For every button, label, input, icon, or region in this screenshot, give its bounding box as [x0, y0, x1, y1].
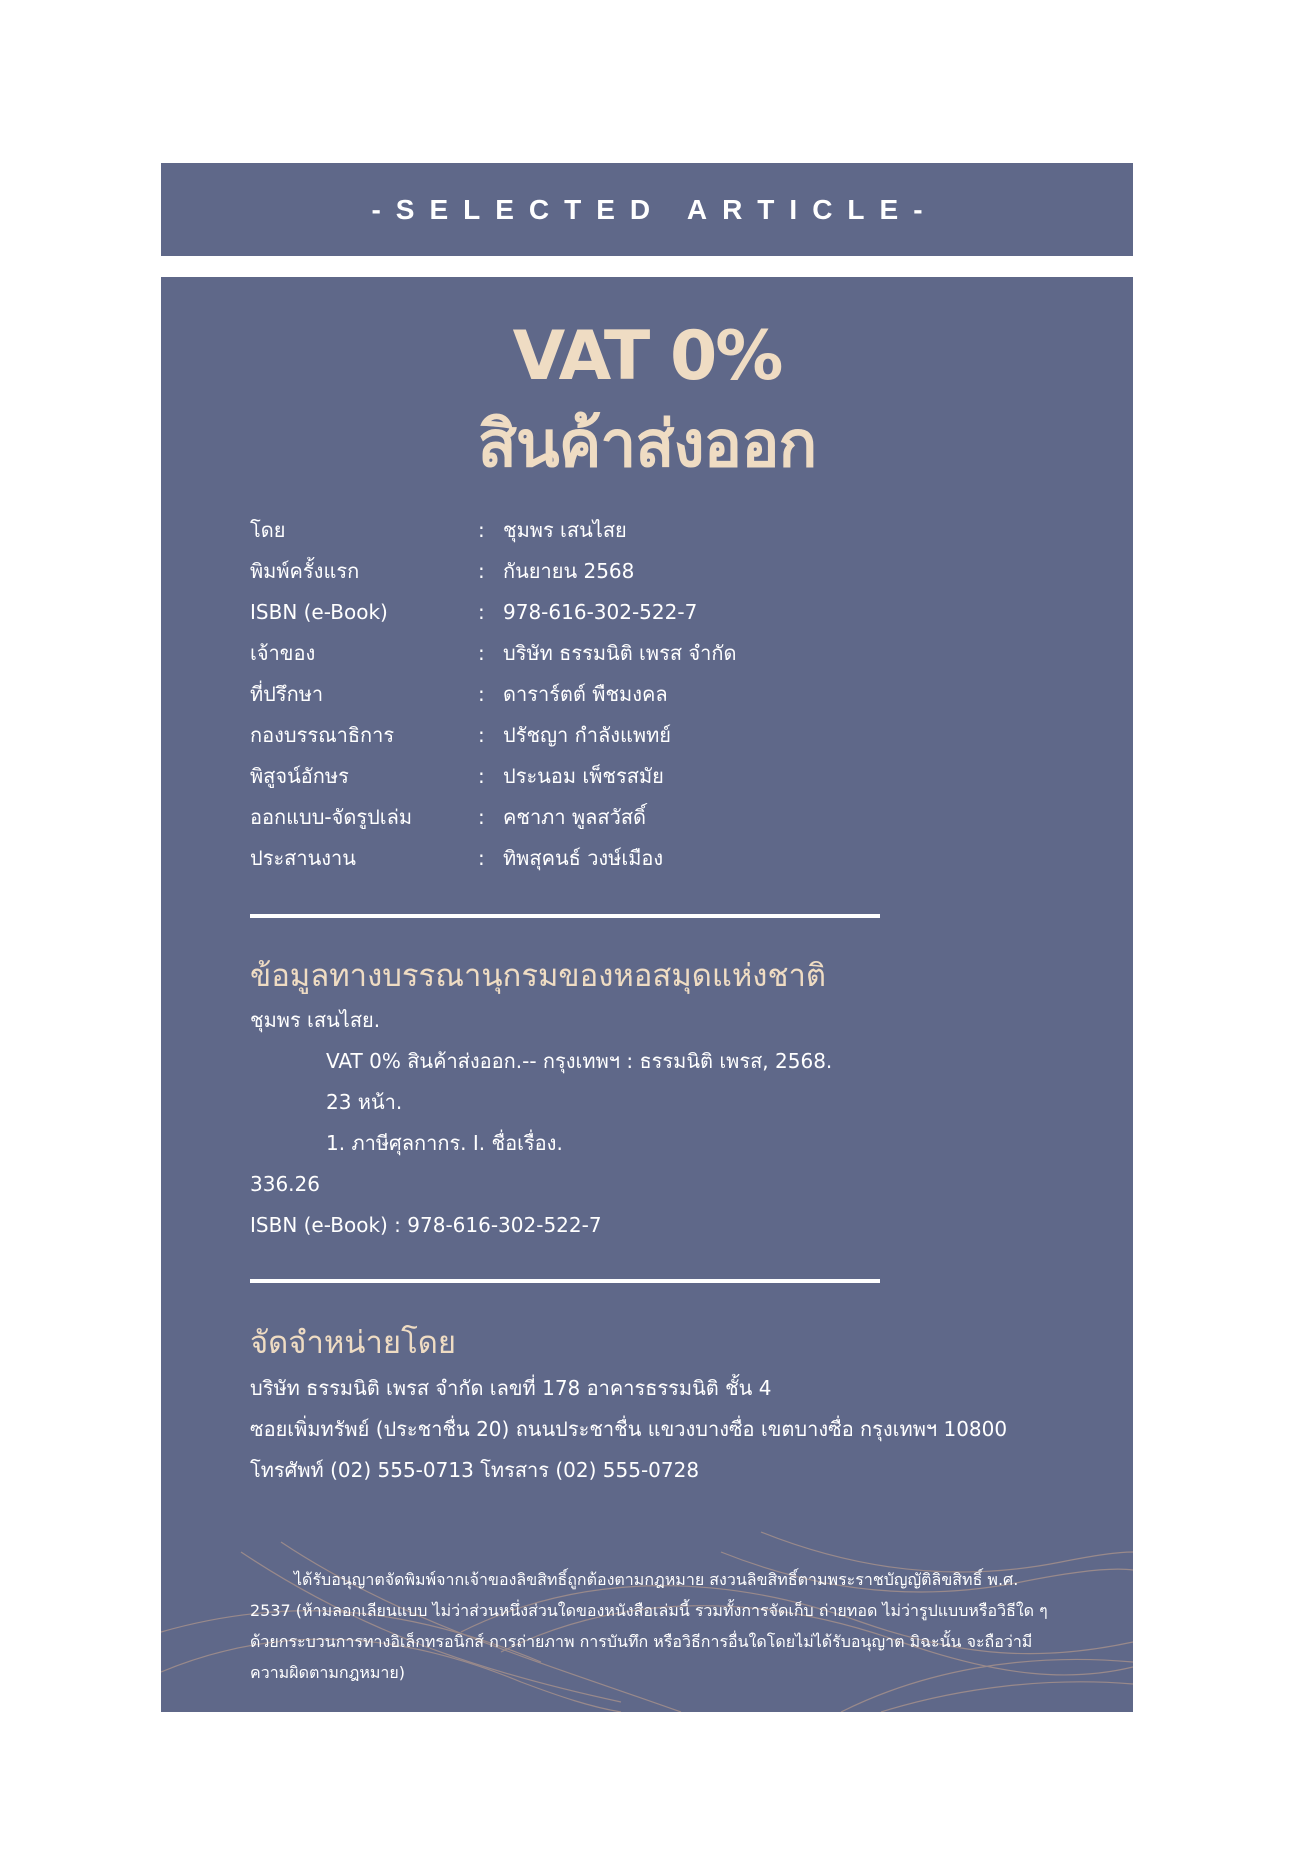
credit-row — [250, 509, 1050, 550]
title-line-2: สินค้าส่งออก — [477, 408, 817, 482]
credit-value: ชุมพร เสนไสย — [503, 517, 627, 542]
credit-colon: : — [478, 722, 485, 747]
cataloging-title: VAT 0% สินค้าส่งออก.-- กรุงเทพฯ : ธรรมนิติ เพรส, 2568. — [326, 1048, 833, 1073]
cataloging-block — [250, 999, 1050, 1245]
divider — [250, 914, 880, 918]
credit-label: ISBN (e-Book) — [250, 599, 388, 624]
info-panel — [161, 277, 1133, 1712]
cataloging-subject: 1. ภาษีศุลกากร. I. ชื่อเรื่อง. — [326, 1130, 563, 1155]
title-line-1: VAT 0% — [512, 317, 782, 396]
credit-colon: : — [478, 681, 485, 706]
credit-row — [250, 673, 1050, 714]
credit-label: ประสานงาน — [250, 845, 356, 870]
credit-value: ปรัชญา กำลังแพทย์ — [503, 722, 671, 747]
credit-value: ประนอม เพ็ชรสมัย — [503, 763, 664, 788]
credit-colon: : — [478, 558, 485, 583]
credit-row — [250, 714, 1050, 755]
credit-colon: : — [478, 640, 485, 665]
credit-value: 978-616-302-522-7 — [503, 599, 698, 624]
cataloging-isbn: ISBN (e-Book) : 978-616-302-522-7 — [250, 1212, 602, 1237]
credit-label: โดย — [250, 517, 286, 542]
copyright-notice: ได้รับอนุญาตจัดพิมพ์จากเจ้าของลิขสิทธิ์ถูกต้องตามกฎหมาย สงวนลิขสิทธิ์ตามพระราชบัญญัติลิขสิทธิ์ พ.ศ. 2537 (ห้ามลอกเลียนแบบ ไม่ว่าส่วนหนึ่งส่วนใดของหนังสือเล่มนี้ รวมทั้งการจัดเก็บ ถ่ายทอด ไม่ว่ารูปแบบหรือวิธีใด ๆ ด้วยกระบวนการทางอิเล็กทรอนิกส์ การถ่ายภาพ การบันทึก หรือวิธีการอื่นใดโดยไม่ได้รับอนุญาต มิฉะนั้น จะถือว่ามีความผิดตามกฎหมาย) — [250, 1570, 1048, 1682]
credit-label: กองบรรณาธิการ — [250, 722, 395, 747]
credit-value: กันยายน 2568 — [503, 558, 635, 583]
credit-value: บริษัท ธรรมนิติ เพรส จำกัด — [503, 640, 737, 665]
credit-value: ทิพสุคนธ์ วงษ์เมือง — [503, 845, 664, 870]
divider — [250, 1279, 880, 1283]
credit-row — [250, 796, 1050, 837]
credit-row — [250, 755, 1050, 796]
credit-label: พิสูจน์อักษร — [250, 763, 349, 788]
banner-text: -SELECTED ARTICLE- — [371, 193, 938, 225]
credits-list — [250, 509, 1050, 878]
cataloging-pages: 23 หน้า. — [326, 1089, 403, 1114]
distribution-heading: จัดจำหน่ายโดย — [250, 1325, 457, 1361]
credit-value: คชาภา พูลสวัสดิ์ — [503, 804, 647, 829]
credit-label: พิมพ์ครั้งแรก — [250, 558, 360, 583]
credit-colon: : — [478, 763, 485, 788]
cataloging-heading: ข้อมูลทางบรรณานุกรมของหอสมุดแห่งชาติ — [250, 958, 827, 994]
cataloging-classification: 336.26 — [250, 1171, 320, 1196]
distribution-block — [250, 1367, 1110, 1490]
credit-colon: : — [478, 845, 485, 870]
distribution-line: บริษัท ธรรมนิติ เพรส จำกัด เลขที่ 178 อาคารธรรมนิติ ชั้น 4 — [250, 1375, 772, 1400]
credit-label: ที่ปรึกษา — [250, 681, 324, 706]
distribution-line: ซอยเพิ่มทรัพย์ (ประชาชื่น 20) ถนนประชาชื่น แขวงบางซื่อ เขตบางซื่อ กรุงเทพฯ 10800 — [250, 1416, 1008, 1441]
credit-label: เจ้าของ — [250, 640, 316, 665]
credit-value: ดาราร์ตต์ พืชมงคล — [503, 681, 668, 706]
credit-colon: : — [478, 517, 485, 542]
cataloging-author: ชุมพร เสนไสย. — [250, 1007, 381, 1032]
credit-colon: : — [478, 804, 485, 829]
credit-label: ออกแบบ-จัดรูปเล่ม — [250, 804, 413, 829]
credit-row — [250, 632, 1050, 673]
distribution-line: โทรศัพท์ (02) 555-0713 โทรสาร (02) 555-0728 — [250, 1457, 700, 1482]
credit-row — [250, 591, 1050, 632]
credit-row — [250, 837, 1050, 878]
credit-row — [250, 550, 1050, 591]
credit-colon: : — [478, 599, 485, 624]
header-banner — [161, 163, 1133, 256]
